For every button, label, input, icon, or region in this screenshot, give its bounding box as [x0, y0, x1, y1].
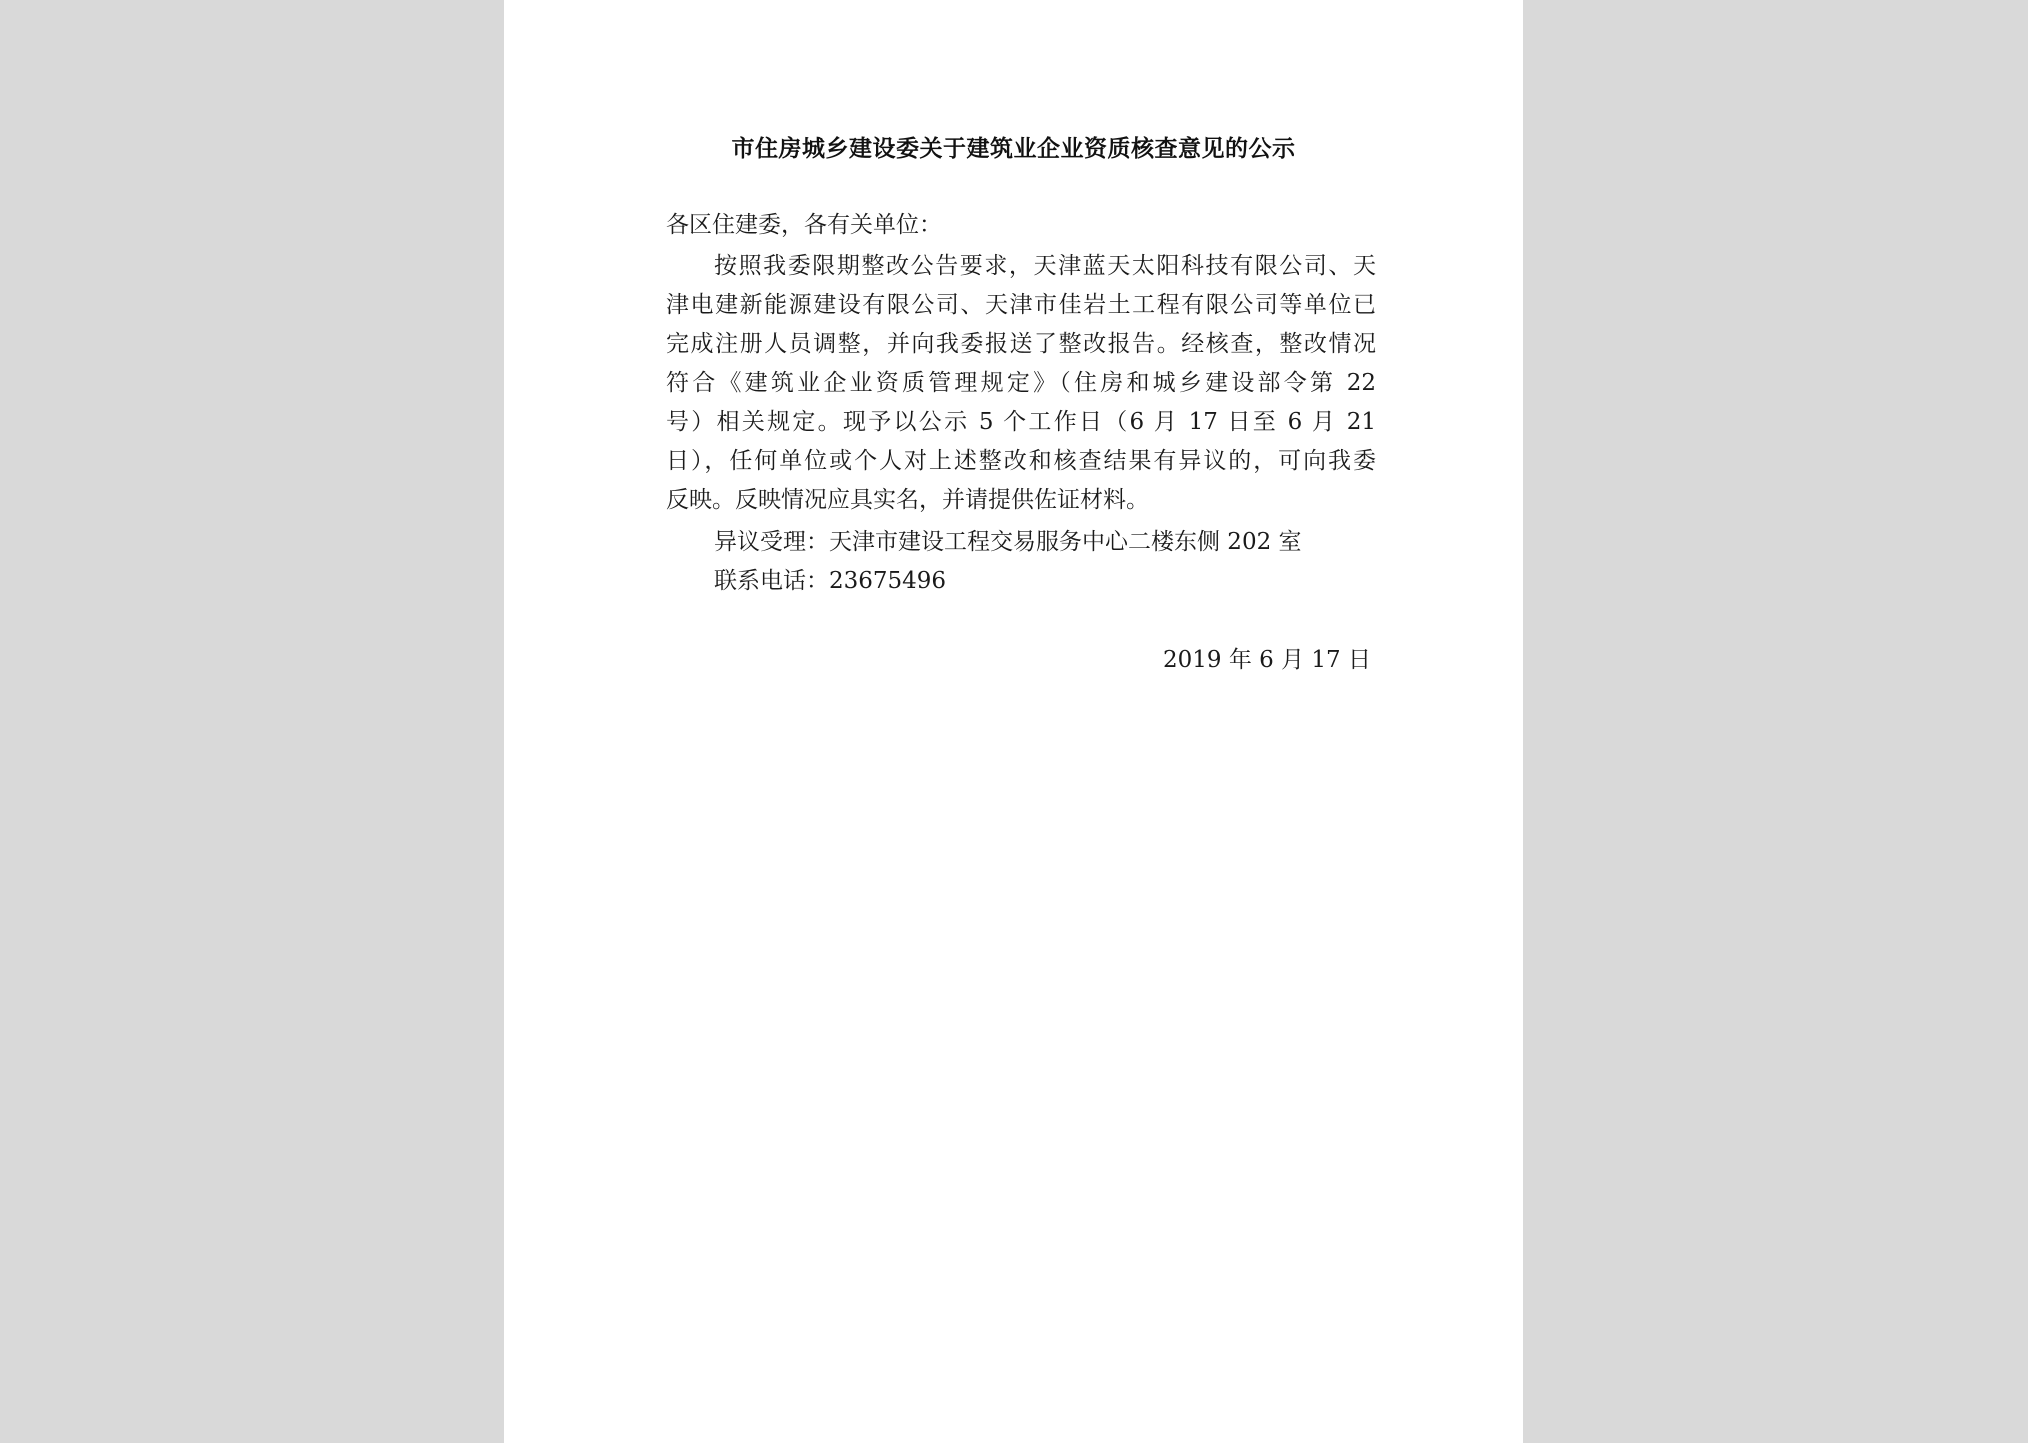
- document-date: 2019 年 6 月 17 日: [1163, 647, 1371, 673]
- body-line-2: 津电建新能源建设有限公司、天津市佳岩土工程有限公司等单位已: [666, 292, 1376, 318]
- salutation: 各区住建委，各有关单位：: [666, 212, 942, 238]
- body-line-7: 反映。反映情况应具实名，并请提供佐证材料。: [666, 487, 1149, 513]
- document-title: 市住房城乡建设委关于建筑业企业资质核查意见的公示: [731, 136, 1296, 162]
- body-line-6: 日），任何单位或个人对上述整改和核查结果有异议的，可向我委: [666, 448, 1376, 474]
- document-page: [504, 0, 1523, 1443]
- body-line-1: 按照我委限期整改公告要求，天津蓝天太阳科技有限公司、天: [714, 253, 1376, 279]
- body-line-4: 符合《建筑业企业资质管理规定》（住房和城乡建设部令第 22: [666, 370, 1376, 396]
- contact-phone: 联系电话：23675496: [714, 568, 947, 594]
- objection-office: 异议受理：天津市建设工程交易服务中心二楼东侧 202 室: [714, 529, 1302, 555]
- body-line-3: 完成注册人员调整，并向我委报送了整改报告。经核查，整改情况: [666, 331, 1376, 357]
- body-line-5: 号）相关规定。现予以公示 5 个工作日（6 月 17 日至 6 月 21: [666, 409, 1376, 435]
